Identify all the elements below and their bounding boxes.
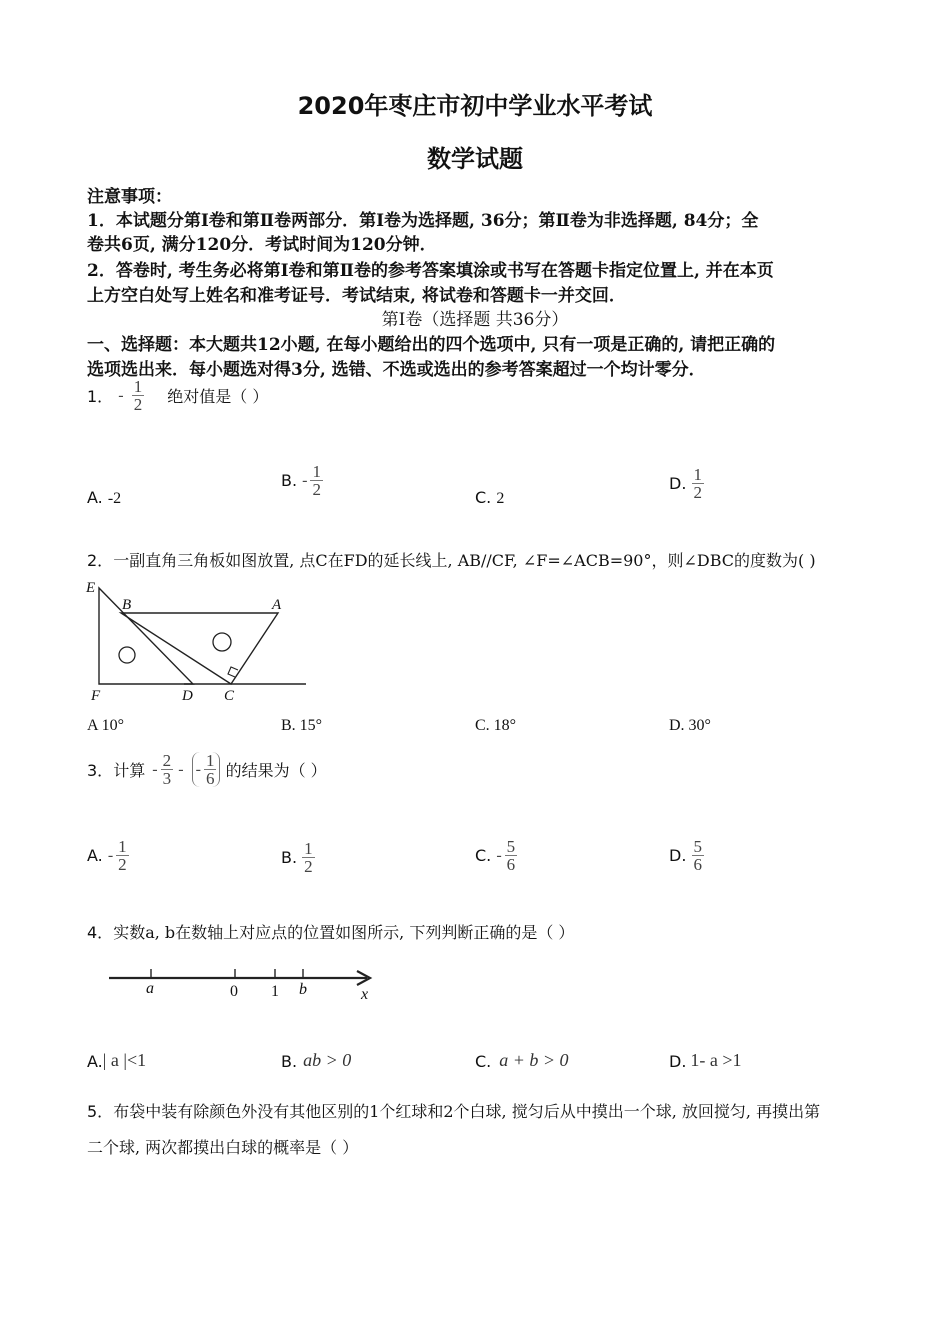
- label-e: E: [86, 580, 96, 596]
- question-number: 1．: [87, 387, 114, 406]
- label-b: B: [122, 597, 132, 613]
- q1-option-d[interactable]: D. $\frac{1}{2}$: [669, 465, 702, 502]
- question-text-post: 的结果为（ ）: [225, 761, 327, 780]
- triangle-bac: [121, 613, 278, 684]
- negative-sign: -: [152, 760, 158, 778]
- triangle-hole-left: [119, 647, 135, 663]
- question-text: 布袋中装有除颜色外没有其他区别的1个红球和2个白球, 搅匀后从中摸出一个球, 放回搅匀, 再摸出第: [113, 1102, 821, 1121]
- question-3: [87, 752, 327, 787]
- number-line: [105, 962, 380, 1004]
- notice-heading: 注意事项：: [87, 187, 172, 207]
- axis-label-x: x: [361, 986, 369, 1003]
- q2-option-a[interactable]: A 10°: [87, 717, 125, 734]
- minus-sign: -: [178, 760, 184, 778]
- notice-item-2-line-2: 上方空白处写上姓名和准考证号．考试结束, 将试卷和答题卡一并交回．: [87, 286, 626, 306]
- triangle-figure: [84, 576, 309, 706]
- q1-option-b[interactable]: B. - $\frac{1}{2}$: [281, 462, 321, 499]
- negative-sign: -: [118, 386, 124, 404]
- axis-label-0: 0: [230, 983, 238, 1000]
- question-2: [87, 548, 816, 571]
- label-f: F: [91, 688, 101, 704]
- q2-option-b[interactable]: B. 15°: [281, 717, 323, 734]
- fraction-1: $\frac{2}{3}$: [162, 751, 172, 788]
- question-text-pre: 计算: [113, 761, 146, 780]
- label-d: D: [182, 688, 193, 704]
- question-text: 实数a, b在数轴上对应点的位置如图所示, 下列判断正确的是（ ）: [113, 923, 575, 942]
- label-a: A: [272, 597, 282, 613]
- question-number: 4．: [87, 923, 114, 942]
- q2-option-d[interactable]: D. 30°: [669, 717, 711, 734]
- q3-option-c[interactable]: C. - $\frac{5}{6}$: [475, 837, 516, 874]
- q3-option-d[interactable]: D. $\frac{5}{6}$: [669, 837, 702, 874]
- q4-option-a[interactable]: A.| a |<1: [87, 1050, 147, 1071]
- question-number: 3．: [87, 761, 114, 780]
- q4-option-d[interactable]: D. 1- a >1: [669, 1050, 742, 1071]
- q4-option-c[interactable]: C. a + b > 0: [475, 1050, 569, 1071]
- question-1: [87, 378, 268, 413]
- q1-option-c[interactable]: C. 2: [475, 488, 505, 507]
- question-4: [87, 920, 574, 943]
- page-title: 2020年枣庄市初中学业水平考试: [297, 92, 653, 120]
- axis-label-1: 1: [271, 983, 279, 1000]
- axis-label-b: b: [299, 981, 307, 998]
- q1-option-a[interactable]: A. -2: [87, 488, 122, 507]
- page-subtitle: 数学试题: [427, 144, 523, 173]
- axis-label-a: a: [146, 980, 154, 997]
- parenthesis-group: - $\frac{1}{6}$: [192, 752, 221, 787]
- triangle-efd: [99, 588, 193, 684]
- question-5-line-2: 二个球, 两次都摸出白球的概率是（ ）: [87, 1138, 359, 1157]
- question-number: 2．: [87, 551, 114, 570]
- q4-option-b[interactable]: B. ab > 0: [281, 1050, 352, 1071]
- section-intro-line-1: 一、选择题：本大题共12小题, 在每小题给出的四个选项中, 只有一项是正确的, 请把正确的: [87, 335, 776, 355]
- q3-option-a[interactable]: A. - $\frac{1}{2}$: [87, 837, 127, 874]
- triangle-hole-right: [213, 633, 231, 651]
- section-title: 第Ⅰ卷（选择题 共36分）: [381, 310, 569, 330]
- question-5-line-1: [87, 1099, 820, 1122]
- q3-option-b[interactable]: B. $\frac{1}{2}$: [281, 839, 313, 876]
- section-intro-line-2: 选项选出来．每小题选对得3分, 选错、不选或选出的参考答案超过一个均计零分．: [87, 360, 706, 380]
- notice-item-1-line-1: 1．本试题分第Ⅰ卷和第Ⅱ卷两部分．第Ⅰ卷为选择题, 36分；第Ⅱ卷为非选择题, 84分；全: [87, 211, 759, 231]
- label-c: C: [224, 688, 235, 704]
- notice-item-1-line-2: 卷共6页, 满分120分．考试时间为120分钟．: [87, 235, 437, 255]
- q2-option-c[interactable]: C. 18°: [475, 717, 517, 734]
- question-number: 5．: [87, 1102, 114, 1121]
- question-text: 一副直角三角板如图放置, 点C在FD的延长线上, AB//CF, ∠F=∠ACB=90°，则∠DBC的度数为( ): [113, 551, 816, 570]
- notice-item-2-line-1: 2．答卷时, 考生务必将第Ⅰ卷和第Ⅱ卷的参考答案填涂或书写在答题卡指定位置上, 并在本页: [87, 261, 774, 281]
- question-text: 绝对值是（ ）: [167, 387, 269, 406]
- fraction: $\frac{1}{2}$: [133, 377, 143, 414]
